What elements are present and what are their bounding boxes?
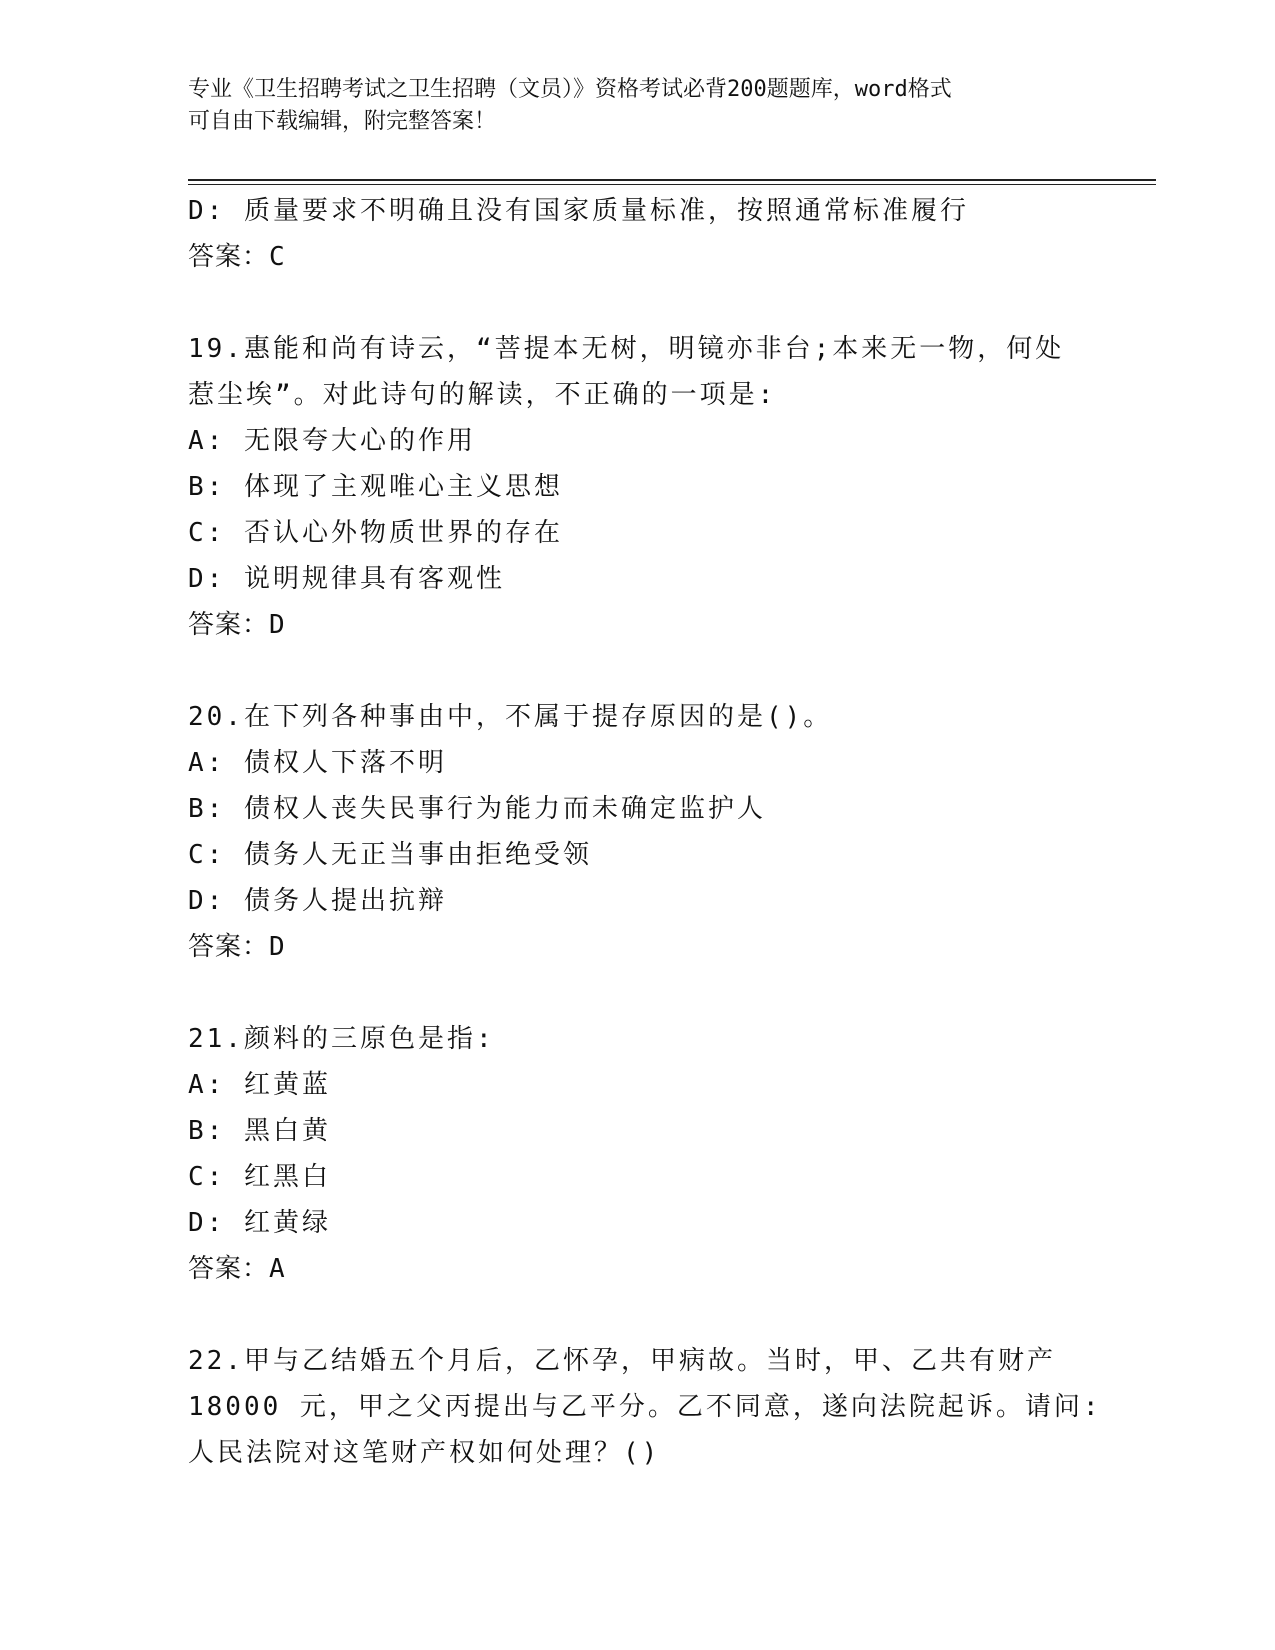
header-title-line2: 可自由下载编辑，附完整答案！ [188, 109, 497, 134]
question-list [188, 188, 1102, 1476]
option-b: B: 债权人丧失民事行为能力而未确定监护人 [188, 794, 766, 824]
option-d: D: 说明规律具有客观性 [188, 564, 505, 594]
question-stem: 20.在下列各种事由中，不属于提存原因的是()。 [188, 702, 833, 732]
option-b: B: 黑白黄 [188, 1116, 331, 1146]
option-d: D: 红黄绿 [188, 1208, 331, 1238]
header-title-line1: 专业《卫生招聘考试之卫生招聘（文员）》资格考试必背200题题库，word格式 [188, 77, 952, 102]
option-c: C: 否认心外物质世界的存在 [188, 518, 563, 548]
header-divider-thick [188, 179, 1156, 181]
question-19 [188, 326, 1088, 648]
question-20 [188, 694, 1088, 970]
answer-label: 答案： [188, 242, 270, 272]
option-d: D: 债务人提出抗辩 [188, 886, 447, 916]
answer-value: A [269, 1254, 286, 1284]
answer-value: D [269, 932, 286, 962]
header-divider-thin [188, 184, 1156, 185]
answer-label: 答案： [188, 1254, 270, 1284]
prev-option-d: D: 质量要求不明确且没有国家质量标准，按照通常标准履行 [188, 196, 969, 226]
prev-answer [188, 234, 1088, 280]
option-a: A: 红黄蓝 [188, 1070, 331, 1100]
option-c: C: 债务人无正当事由拒绝受领 [188, 840, 592, 870]
question-stem-cont: 惹尘埃”。对此诗句的解读，不正确的一项是: [188, 380, 777, 410]
question-21 [188, 1016, 1088, 1292]
question-stem: 22.甲与乙结婚五个月后，乙怀孕，甲病故。当时，甲、乙共有财产 [188, 1346, 1056, 1376]
answer-value: C [269, 242, 286, 272]
option-c: C: 红黑白 [188, 1162, 331, 1192]
answer [188, 1246, 1088, 1292]
answer [188, 602, 1088, 648]
question-stem: 21.颜料的三原色是指: [188, 1024, 495, 1054]
question-stem-cont: 人民法院对这笔财产权如何处理？() [188, 1438, 661, 1468]
answer-label: 答案： [188, 610, 270, 640]
question-stem-cont: 18000 元，甲之父丙提出与乙平分。乙不同意，遂向法院起诉。请问: [188, 1392, 1102, 1422]
option-a: A: 债权人下落不明 [188, 748, 447, 778]
question-22 [188, 1338, 1102, 1476]
answer [188, 924, 1088, 970]
answer-value: D [269, 610, 286, 640]
option-b: B: 体现了主观唯心主义思想 [188, 472, 563, 502]
option-a: A: 无限夸大心的作用 [188, 426, 476, 456]
question-stem: 19.惠能和尚有诗云，“菩提本无树，明镜亦非台;本来无一物，何处 [188, 334, 1065, 364]
answer-label: 答案： [188, 932, 270, 962]
document-header [188, 74, 1068, 138]
